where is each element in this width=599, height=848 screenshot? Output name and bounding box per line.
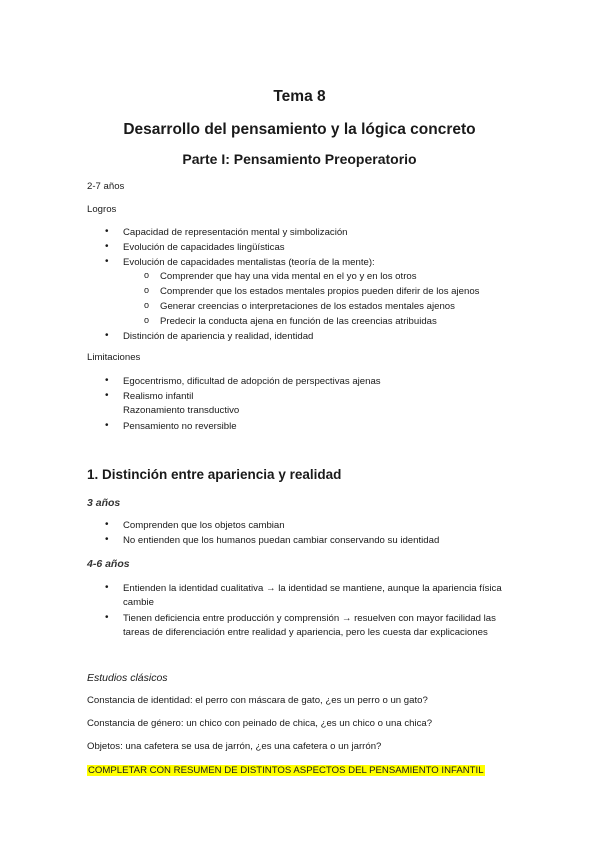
todo-note — [87, 765, 485, 776]
sub-list-item: o Comprender que los estados mentales propios pueden diferir de los ajenos — [144, 285, 480, 297]
list-item: • Realismo infantil — [123, 391, 193, 402]
sub-list-item: o Comprender que hay una vida mental en el yo y en los otros — [144, 270, 417, 282]
sub-bullet-marker: o — [144, 300, 150, 310]
list-item: • Capacidad de representación mental y simbolización — [123, 227, 348, 238]
sub-list-item: o Predecir la conducta ajena en función de las creencias atribuidas — [144, 315, 437, 327]
sub-bullet-marker: o — [144, 285, 150, 295]
list-item: • Comprenden que los objetos cambian — [123, 520, 285, 531]
sub-list-item: o Generar creencias o interpretaciones de los estados mentales ajenos — [144, 300, 455, 312]
section-heading: 1. Distinción entre apariencia y realidad — [87, 467, 342, 482]
list-item: • Entienden la identidad cualitativa → la identidad se mantiene, aunque la apariencia física cambie — [123, 582, 523, 610]
part-subtitle: Parte I: Pensamiento Preoperatorio — [182, 151, 417, 167]
study-item: Constancia de género: un chico con peinado de chica, ¿es un chico o una chica? — [87, 718, 433, 729]
sub-bullet-marker: o — [144, 270, 150, 280]
list-item: • No entienden que los humanos puedan cambiar conservando su identidad — [123, 535, 439, 546]
age-4-6-label: 4-6 años — [87, 558, 130, 570]
sub-bullet-marker: o — [144, 315, 150, 325]
study-item: Constancia de identidad: el perro con máscara de gato, ¿es un perro o un gato? — [87, 695, 428, 706]
list-item: • Egocentrismo, dificultad de adopción de perspectivas ajenas — [123, 376, 381, 387]
study-item: Objetos: una cafetera se usa de jarrón, ¿es una cafetera o un jarrón? — [87, 741, 382, 752]
limitaciones-label: Limitaciones — [87, 352, 141, 363]
highlighted-text: COMPLETAR CON RESUMEN DE DISTINTOS ASPECTOS DEL PENSAMIENTO INFANTIL — [88, 765, 484, 776]
age-range: 2-7 años — [87, 181, 125, 192]
document-title: Desarrollo del pensamiento y la lógica concreto — [123, 121, 476, 138]
logros-label: Logros — [87, 204, 117, 215]
list-item: • Evolución de capacidades lingüísticas — [123, 242, 285, 253]
list-item: • Evolución de capacidades mentalistas (teoría de la mente): — [123, 257, 375, 268]
age-3-label: 3 años — [87, 497, 121, 509]
list-item-continuation: Razonamiento transductivo — [123, 405, 240, 416]
list-item: • Tienen deficiencia entre producción y comprensión → resuelven con mayor facilidad las tareas de diferenciación entre realidad y apariencia, pero les cuesta dar explicaciones — [123, 612, 523, 640]
topic-number: Tema 8 — [273, 88, 326, 105]
list-item: • Distinción de apariencia y realidad, identidad — [123, 331, 313, 342]
estudios-label: Estudios clásicos — [87, 672, 168, 684]
list-item: • Pensamiento no reversible — [123, 421, 237, 432]
